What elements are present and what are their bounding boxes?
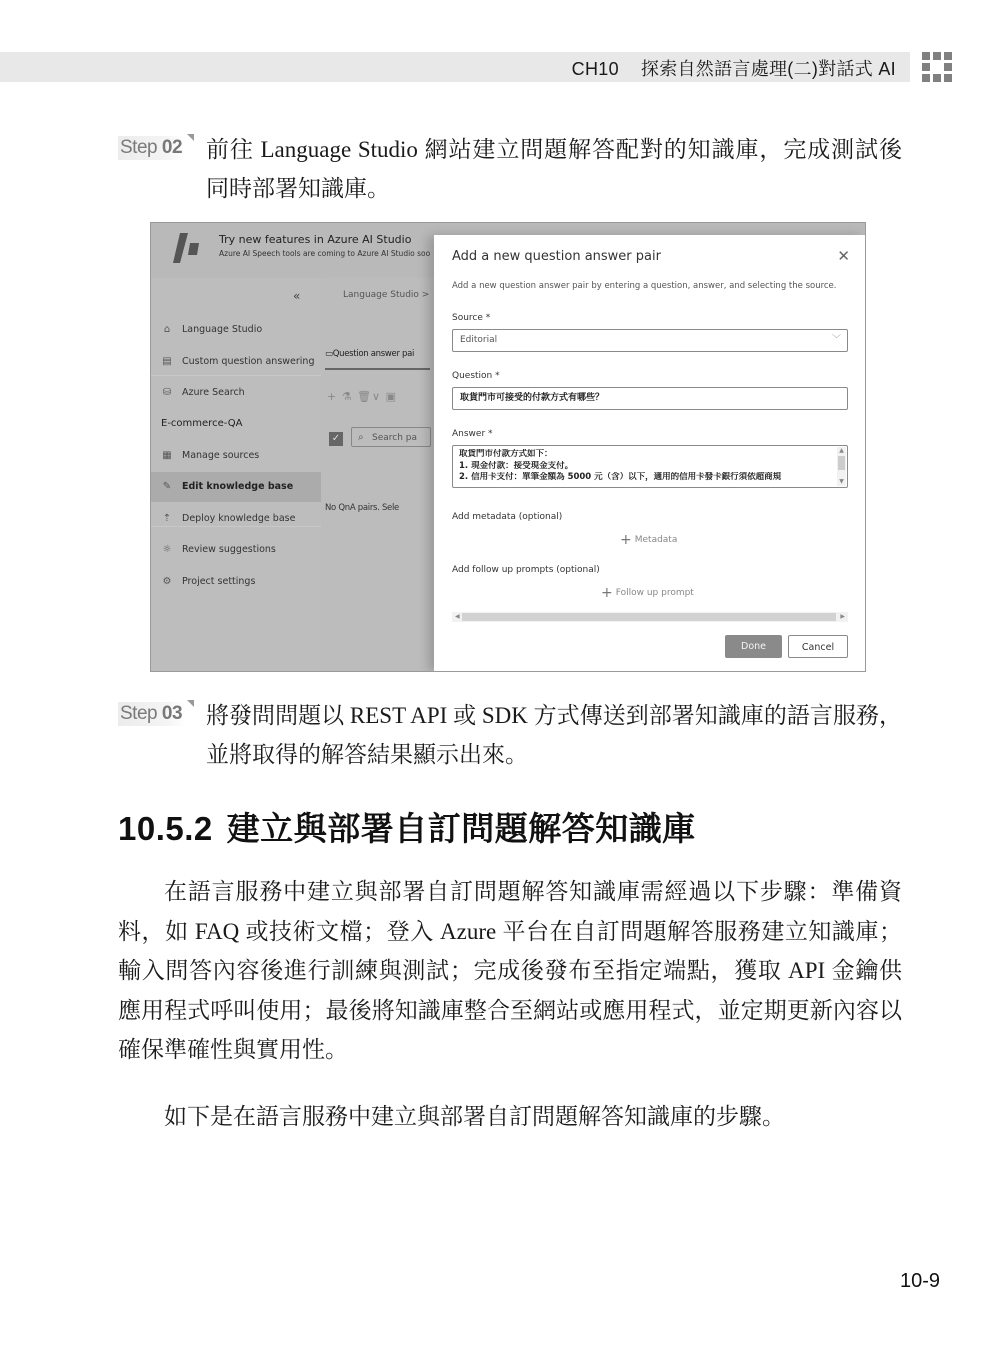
body-paragraph: 如下是在語言服務中建立與部署自訂問題解答知識庫的步驟。 — [164, 1104, 785, 1129]
database-icon: ⛁ — [162, 387, 172, 398]
lightbulb-icon: ☼ — [162, 544, 172, 555]
section-title: 建立與部署自訂問題解答知識庫 — [226, 810, 696, 847]
azure-ai-logo-icon — [171, 231, 205, 265]
metadata-label: Add metadata (optional) — [452, 512, 563, 522]
search-input[interactable] — [351, 427, 431, 447]
main-panel — [321, 279, 434, 672]
answer-scrollbar[interactable] — [837, 447, 846, 486]
source-value: Editorial — [460, 335, 498, 345]
sidebar-item-manage-sources[interactable] — [151, 441, 321, 471]
dialog-description: Add a new question answer pair by entering a question, answer, and selecting the source. — [452, 281, 837, 291]
answer-textarea[interactable] — [452, 445, 848, 488]
sources-icon: ▦ — [162, 450, 172, 461]
badge-corner-triangle — [187, 134, 194, 141]
source-select[interactable] — [452, 329, 848, 352]
collapse-sidebar-icon[interactable]: « — [293, 289, 301, 303]
sidebar-item-project-settings[interactable] — [151, 567, 321, 597]
sidebar-item-label: Project settings — [182, 576, 256, 587]
search-placeholder: Search pa — [372, 433, 418, 443]
answer-line: 1. 現金付款：接受現金支付。 — [459, 460, 574, 471]
scroll-left-icon[interactable]: ◀ — [455, 613, 460, 620]
scroll-thumb[interactable] — [462, 613, 836, 621]
chapter-number: CH10 — [571, 59, 619, 79]
select-all-checkbox[interactable]: ✓ — [329, 432, 343, 446]
step-number: 03 — [161, 703, 183, 724]
active-tab-indicator — [325, 368, 430, 370]
question-input[interactable]: 取貨門市可接受的付款方式有哪些？ — [452, 387, 848, 410]
answer-line: 2. 信用卡支付：單筆金額為 5000 元（含）以下，適用的信用卡發卡銀行須依超商規 — [459, 472, 782, 482]
add-followup-button[interactable] — [601, 585, 694, 601]
section-heading — [118, 803, 696, 850]
plus-icon: + — [620, 532, 632, 548]
horizontal-scrollbar[interactable] — [452, 612, 848, 622]
sidebar-item-edit-kb[interactable] — [151, 472, 321, 502]
badge-corner-triangle — [187, 700, 194, 707]
tab-label: Question answer pai — [332, 349, 415, 359]
scroll-up-icon[interactable]: ▲ — [839, 447, 844, 454]
dialog-title: Add a new question answer pair — [452, 249, 661, 264]
sidebar-item-label: Custom question answering — [182, 356, 315, 367]
sidebar-item-deploy-kb[interactable] — [151, 504, 321, 534]
list-icon: ▤ — [162, 356, 172, 367]
step-text: 將發問問題以 REST API 或 SDK 方式傳送到部署知識庫的語言服務，並將取得的解答結果顯示出來。 — [206, 703, 902, 767]
toolbar-icons[interactable]: + ⚗ 🗑∨ ▣ — [327, 390, 397, 403]
promo-title: Try new features in Azure AI Studio — [219, 233, 412, 246]
sidebar — [151, 279, 321, 672]
close-icon[interactable]: ✕ — [837, 247, 850, 265]
chapter-grid-icon — [922, 52, 952, 82]
done-button[interactable]: Done — [725, 635, 782, 658]
source-label: Source * — [452, 313, 491, 323]
scroll-thumb[interactable] — [838, 456, 845, 470]
home-icon: ⌂ — [163, 324, 171, 335]
step-word: Step — [120, 137, 158, 158]
sidebar-item-label: Deploy knowledge base — [182, 513, 296, 524]
body-paragraph: 在語言服務中建立與部署自訂問題解答知識庫需經過以下步驟：準備資料，如 FAQ 或技術文檔；登入 Azure 平台在自訂問題解答服務建立知識庫；輸入問答內容後進行訓練與測試；完成後發布至指定端點，獲取 API 金鑰供應用程式呼叫使用；最後將知識庫整合至網站或應用程式，並定期更新內容以確保準確性與實用性。 — [118, 879, 902, 1062]
plus-icon: + — [601, 585, 613, 601]
deploy-icon: ⇡ — [162, 513, 172, 524]
step-badge — [118, 702, 186, 726]
breadcrumb[interactable]: Language Studio > — [343, 290, 430, 300]
chapter-title: 探索自然語言處理(二)對話式 AI — [640, 59, 896, 79]
add-qa-pair-dialog — [434, 235, 866, 672]
add-followup-label: Follow up prompt — [615, 588, 694, 598]
page-number: 10-9 — [900, 1270, 941, 1292]
step-word: Step — [120, 703, 158, 724]
project-name: E-commerce-QA — [161, 418, 243, 429]
scroll-down-icon[interactable]: ▼ — [839, 478, 844, 485]
chevron-down-icon: ﹀ — [831, 335, 841, 345]
step-badge — [118, 136, 186, 160]
sidebar-item-label: Edit knowledge base — [182, 481, 294, 492]
scroll-right-icon[interactable]: ▶ — [840, 613, 845, 620]
section-number: 10.5.2 — [118, 810, 213, 847]
tab-question-answer-pairs[interactable] — [325, 349, 414, 359]
sidebar-item-language-studio[interactable] — [151, 315, 321, 345]
answer-label: Answer * — [452, 429, 493, 439]
divider — [151, 375, 321, 376]
add-metadata-button[interactable] — [620, 532, 677, 548]
edit-icon: ✎ — [162, 481, 172, 492]
answer-line: 取貨門市付款方式如下： — [459, 449, 553, 459]
running-header — [572, 55, 896, 81]
sidebar-item-label: Language Studio — [182, 324, 263, 335]
question-label: Question * — [452, 371, 500, 381]
promo-subtitle: Azure AI Speech tools are coming to Azure AI Studio soo — [219, 249, 431, 258]
sidebar-item-label: Review suggestions — [182, 544, 276, 555]
step-text: 前往 Language Studio 網站建立問題解答配對的知識庫，完成測試後同時部署知識庫。 — [206, 137, 902, 201]
qa-pairs-icon: ▭ — [325, 349, 333, 359]
search-icon: ⌕ — [358, 432, 364, 443]
language-studio-screenshot — [150, 222, 866, 672]
sidebar-item-custom-qa[interactable] — [151, 347, 321, 377]
gear-icon: ⚙ — [162, 576, 172, 587]
sidebar-item-azure-search[interactable] — [151, 378, 321, 408]
empty-state-text: No QnA pairs. Sele — [325, 503, 399, 513]
sidebar-item-label: Azure Search — [182, 387, 245, 398]
sidebar-item-review-suggestions[interactable] — [151, 535, 321, 565]
cancel-button[interactable]: Cancel — [788, 635, 848, 658]
sidebar-item-label: Manage sources — [182, 450, 260, 461]
add-metadata-label: Metadata — [634, 535, 678, 545]
step-number: 02 — [161, 137, 183, 158]
divider — [151, 526, 321, 527]
followup-label: Add follow up prompts (optional) — [452, 565, 600, 575]
